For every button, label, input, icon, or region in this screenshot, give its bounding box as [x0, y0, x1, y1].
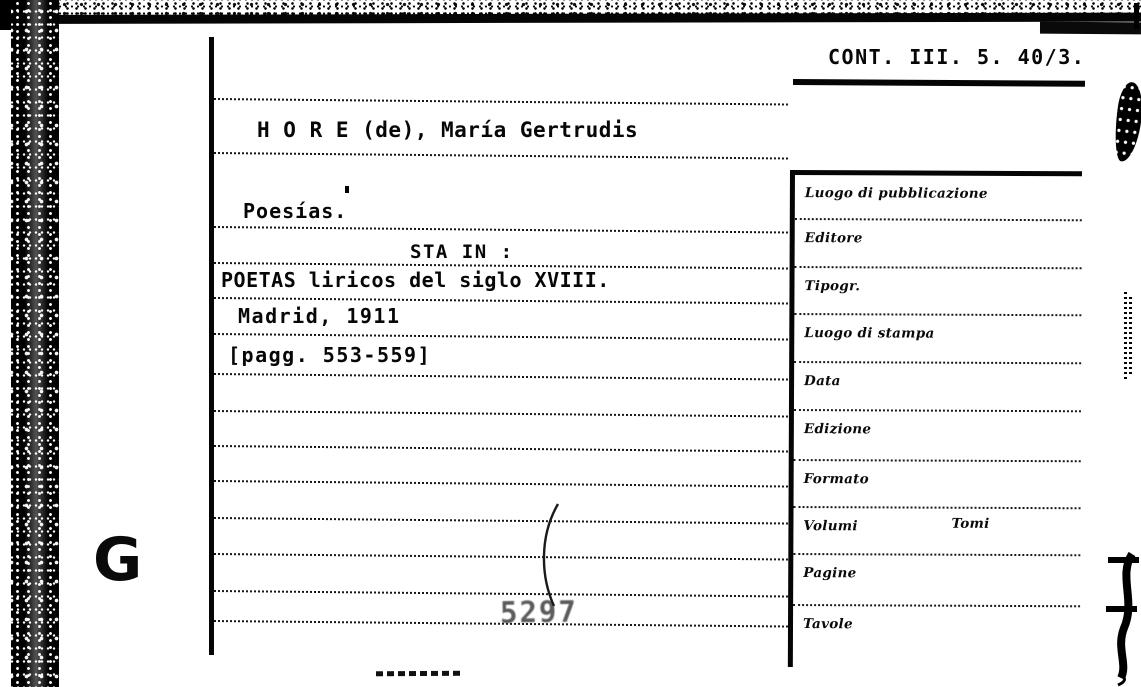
- field-label: Tavole: [802, 616, 853, 633]
- work-title: Poesías.: [243, 199, 348, 223]
- shelfmark-underline: [793, 79, 1085, 87]
- field-label: Luogo di stampa: [804, 325, 935, 342]
- scan-curl-artifact: [1106, 546, 1141, 687]
- field-label: Data: [804, 373, 841, 390]
- field-row-tipogr: [794, 268, 1081, 316]
- scan-left-noise-strip: [11, 0, 59, 687]
- scan-top-right-smudge: [1040, 22, 1141, 35]
- dotted-rule: [214, 553, 788, 561]
- scan-bottom-smudge: [376, 671, 464, 677]
- field-row-tavole: [793, 606, 1080, 667]
- field-label: Pagine: [803, 565, 857, 582]
- scan-top-right-tick: [1134, 3, 1139, 29]
- dotted-rule: [214, 445, 788, 453]
- imprint: Madrid, 1911: [238, 304, 401, 328]
- field-label: Edizione: [803, 421, 872, 438]
- margin-vertical-marks: [1124, 292, 1127, 382]
- page-range: [pagg. 553-559]: [228, 343, 432, 367]
- field-label-tomi: Tomi: [951, 515, 990, 532]
- dotted-rule: [214, 480, 788, 488]
- scan-top-black-bar: [0, 13, 1141, 24]
- class-letter: G: [93, 525, 143, 595]
- scan-blob-artifact: [1111, 81, 1141, 163]
- field-row-pagine: [793, 555, 1080, 607]
- dotted-rule: [214, 373, 788, 381]
- field-row-luogo-pubblicazione: [795, 175, 1082, 221]
- field-row-edizione: [794, 411, 1081, 462]
- field-row-volumi-tomi: [793, 508, 1080, 556]
- dotted-rule: [214, 517, 788, 525]
- stamp-number: 5297: [499, 594, 579, 630]
- margin-vertical-marks: [1129, 297, 1132, 375]
- pen-parenthesis-mark: [528, 500, 568, 610]
- field-label: Volumi: [803, 518, 858, 535]
- contained-in-title: POETAS liricos del siglo XVIII.: [221, 268, 610, 292]
- dotted-rule: [214, 98, 788, 106]
- dotted-rule: [214, 226, 788, 234]
- dotted-rule: [214, 152, 788, 160]
- bibliographic-fields-box: [788, 170, 1082, 668]
- field-row-editore: [795, 220, 1082, 269]
- field-label: Luogo di pubblicazione: [804, 185, 988, 202]
- field-label: Editore: [804, 230, 863, 247]
- field-row-data: [794, 363, 1081, 412]
- sta-in-note: STA IN :: [410, 241, 514, 263]
- dotted-rule: [214, 333, 788, 341]
- card-left-rule: [209, 37, 214, 655]
- field-label: Formato: [803, 471, 870, 488]
- field-label: Tipogr.: [804, 278, 861, 295]
- field-row-formato: [794, 461, 1081, 509]
- ink-dot: [345, 186, 349, 193]
- field-row-luogo-stampa: [794, 315, 1081, 364]
- author-heading: H O R E (de), María Gertrudis: [257, 118, 639, 142]
- shelfmark: CONT. III. 5. 40/3.: [828, 45, 1086, 69]
- dotted-rule: [214, 410, 788, 418]
